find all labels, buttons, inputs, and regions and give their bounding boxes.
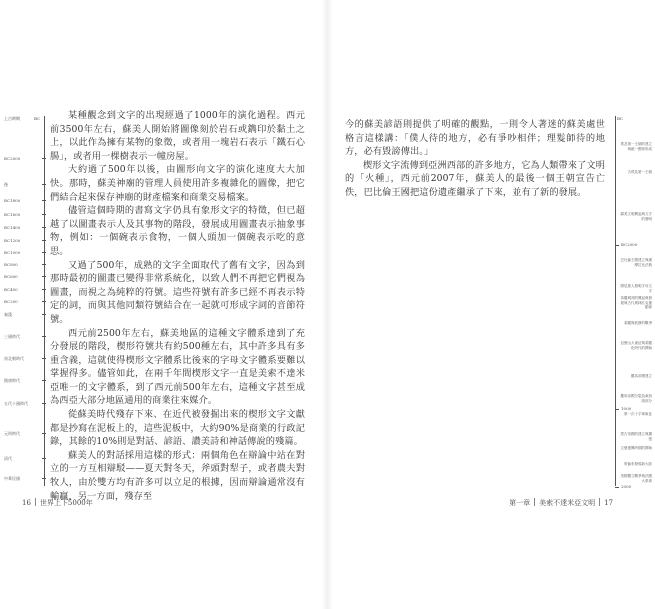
timeline-tick-mark: [42, 200, 46, 201]
timeline-tick-label: 元明時代: [4, 431, 20, 436]
timeline-tick-label: 中華民國: [4, 476, 20, 481]
timeline-tick-mark: [42, 403, 46, 404]
timeline-tick: [615, 484, 631, 489]
paragraph: 楔形文字流傳到亞洲西部的許多地方，它為人類帶來了文明的「火種」，西元前2007年，蘇美人的最後一個王朝宣告亡佚，巴比倫王國把這份遺產繼承了下來，並有了新的發展。: [345, 159, 605, 198]
timeline-tick: [615, 406, 631, 411]
timeline-tick-label: 三國時代: [4, 334, 20, 339]
timeline-tick-label: BC1800: [4, 198, 21, 203]
timeline-tick-mark: [42, 301, 46, 302]
timeline-event-label: 第一次十字軍東征: [624, 412, 652, 416]
paragraph: 從蘇美時代殘存下來、在近代被發掘出來的楔形文字文獻都是抄寫在泥板上的，這些泥板中，大約90%是商業的行政記錄，其餘的10%則是對話、諺語、讚美詩和神話傳說的殘篇。: [50, 409, 305, 448]
timeline-event-label: 羅馬帝國建立: [631, 374, 652, 378]
timeline-event: [618, 142, 652, 151]
timeline-event-label: 埃及第一王朝的建立與統一國家形成: [620, 142, 652, 151]
paragraph: 蘇美人的對話採用這樣的形式：兩個角色在辯論中站在對立的一方互相辯駁——夏天對冬天，斧頭對犁子，或者農夫對牧人，由於雙方均有許多可以立足的根據，因而辯論通常沒有輸贏，另一方面，殘存至: [50, 449, 305, 502]
timeline-event: [618, 296, 652, 310]
timeline-tick-label: BC1600: [4, 212, 21, 217]
timeline-event: [618, 321, 652, 326]
timeline-tick-mark: [42, 478, 46, 479]
timeline-event: [618, 432, 652, 441]
paragraph: 又過了500年，成熟的文字全面取代了舊有文字，因為到那時最初的圖畫已變得非常系統化，以致人們不再把它們視為圖畫，而視之為純粹的符號。這些符號有許多已經不再表示特定的詞，而與其他同類符號結合在一起就可形成字詞的音節符號。: [50, 259, 305, 325]
timeline-tick-mark: [615, 409, 619, 410]
timeline-tick-mark: [42, 358, 46, 359]
timeline-event-label: 羅馬帝國分裂為東西兩部分: [620, 394, 652, 403]
timeline-event-label: 文藝復興時期的開始: [620, 446, 652, 450]
paragraph: 今的蘇美諺語則提供了明確的觀點，一則令人著迷的蘇美處世格言這樣講：「僕人待的地方，必有爭吵相伴；理髮師待的地方，必有毀謗傳出。」: [345, 119, 605, 158]
paragraph: 儘管這個時期的書寫文字仍具有象形文字的特徵，但已超越了以圖畫表示人及其事物的階段，發展成用圖畫表示抽象事物，例如：一個碗表示食物，一個人頭加一個碗表示吃的意思。: [50, 205, 305, 257]
timeline-event: [618, 394, 652, 403]
paragraph: 西元前2500年左右，蘇美地區的這種文字體系達到了充分發展的階段，楔形符號共有約500種左右，其中許多具有多重含義，這就使得楔形文字體系比後來的字母文字體系要難以掌握得多。儘管如此，在兩千年間楔形文字一直是美索不達米亞唯一的文字體系，到了西元前500年左右，這種文字甚至成為西亞大部分地區通用的商業往來媒介。: [50, 327, 305, 407]
timeline-tick-mark: [42, 214, 46, 215]
timeline-tick-label: 五代十國時代: [4, 401, 28, 406]
timeline-tick-label: 後: [4, 182, 8, 187]
left-timeline: [4, 116, 48, 486]
timeline-tick-label: BC400: [4, 287, 18, 292]
timeline-event-label: 蘇美文明興起與文字的發明: [620, 212, 652, 221]
timeline-event: [618, 170, 652, 175]
timeline-event: [618, 446, 652, 451]
timeline-tick-label: BC800: [4, 262, 18, 267]
book-gutter: [322, 0, 333, 609]
timeline-tick-label: BC200: [4, 299, 18, 304]
timeline-tick-mark: [42, 227, 46, 228]
right-page: [333, 0, 655, 609]
timeline-event: [618, 284, 652, 293]
timeline-tick-label: BC1000: [4, 250, 21, 255]
page-number: 16: [22, 499, 31, 507]
timeline-tick-label: BC2000: [4, 156, 21, 161]
timeline-tick-mark: [42, 276, 46, 277]
timeline-tick-mark: [615, 487, 619, 488]
timeline-tick-label: 秦漢: [4, 312, 12, 317]
chapter-label: 第一章: [509, 499, 531, 507]
timeline-event-label: 亞歷山大東征與希臘化時代的開始: [620, 341, 652, 350]
timeline-event-label: 希臘城邦的興起與發展與古代奧林匹克運動會: [620, 296, 652, 309]
paragraph: 某種觀念到文字的出現經過了1000年的演化過程。西元前3500年左右，蘇美人開始將圖像刻於岩石或鐫印於黏土之上，以此作為擁有某物的象徵，或者用一塊岩石表示「鐵石心腸」，或者用一棵樹表示一幢房屋。: [50, 110, 305, 162]
footer-divider: [599, 498, 600, 506]
timeline-event: [618, 374, 652, 379]
timeline-tick-mark: [42, 458, 46, 459]
timeline-tick-mark: [615, 245, 619, 246]
timeline-event-label: 腓尼基人發明字母文字: [620, 284, 652, 293]
timeline-tick-label: 1000: [621, 406, 632, 411]
timeline-event-label: 哥倫布發現新大陸: [624, 462, 652, 466]
timeline-tick-label: 2000: [621, 484, 632, 489]
timeline-era: BC: [34, 116, 41, 121]
timeline-tick-label: 南北朝時代: [4, 356, 24, 361]
timeline-tick-mark: [42, 289, 46, 290]
left-footer: [22, 498, 93, 508]
timeline-tick-mark: [42, 433, 46, 434]
paragraph: 大約過了500年以後，由圖形向文字的演化速度大大加快。那時，蘇美神廟的管理人員使用許多複雜化的圖像，把它們結合起來保存神廟的財產檔案和商業交易檔案。: [50, 164, 305, 203]
left-body-text: [50, 109, 305, 503]
timeline-event: [618, 474, 652, 483]
timeline-tick-mark: [42, 336, 46, 337]
timeline-event: [618, 212, 652, 221]
right-footer: [509, 498, 613, 508]
timeline-event-label: 美國獨立戰爭與法國大革命: [620, 474, 652, 483]
timeline-axis: [615, 116, 616, 486]
timeline-event-label: 古埃及第一王朝: [627, 170, 652, 174]
timeline-tick-mark: [42, 264, 46, 265]
footer-divider: [35, 498, 36, 506]
timeline-tick-label: BC1400: [4, 225, 21, 230]
book-title: 世界上下5000年: [39, 499, 93, 507]
timeline-event: [618, 258, 652, 267]
timeline-tick-label: BC600: [4, 274, 18, 279]
timeline-tick-label: 隋唐時代: [4, 378, 20, 383]
timeline-tick-mark: [42, 184, 46, 185]
timeline-event-label: 希臘與波斯的戰爭: [624, 321, 652, 325]
timeline-event: [618, 412, 652, 417]
timeline-tick-label: BC1200: [4, 238, 21, 243]
timeline-event: [618, 341, 652, 350]
footer-divider: [534, 498, 535, 506]
timeline-tick-label: 清代: [4, 456, 12, 461]
right-body-text: [345, 118, 605, 200]
right-timeline: [612, 116, 652, 489]
timeline-tick-mark: [42, 380, 46, 381]
timeline-event-label: 蒙古帝國的建立與擴張: [620, 432, 652, 441]
timeline-tick: [615, 242, 637, 247]
timeline-header: 上古時期: [4, 116, 20, 121]
timeline-event-label: 巴比倫王國建立與漢摩拉比法典: [620, 258, 652, 267]
timeline-era: BC: [617, 116, 624, 121]
timeline-tick-mark: [42, 158, 46, 159]
timeline-tick-mark: [42, 314, 46, 315]
timeline-event: [618, 462, 652, 467]
page-number: 17: [604, 499, 613, 507]
chapter-title: 美索不達米亞文明: [539, 499, 596, 507]
left-page: [0, 0, 322, 609]
timeline-tick-label: BC2000: [621, 242, 638, 247]
timeline-tick-mark: [42, 240, 46, 241]
timeline-tick-mark: [42, 252, 46, 253]
